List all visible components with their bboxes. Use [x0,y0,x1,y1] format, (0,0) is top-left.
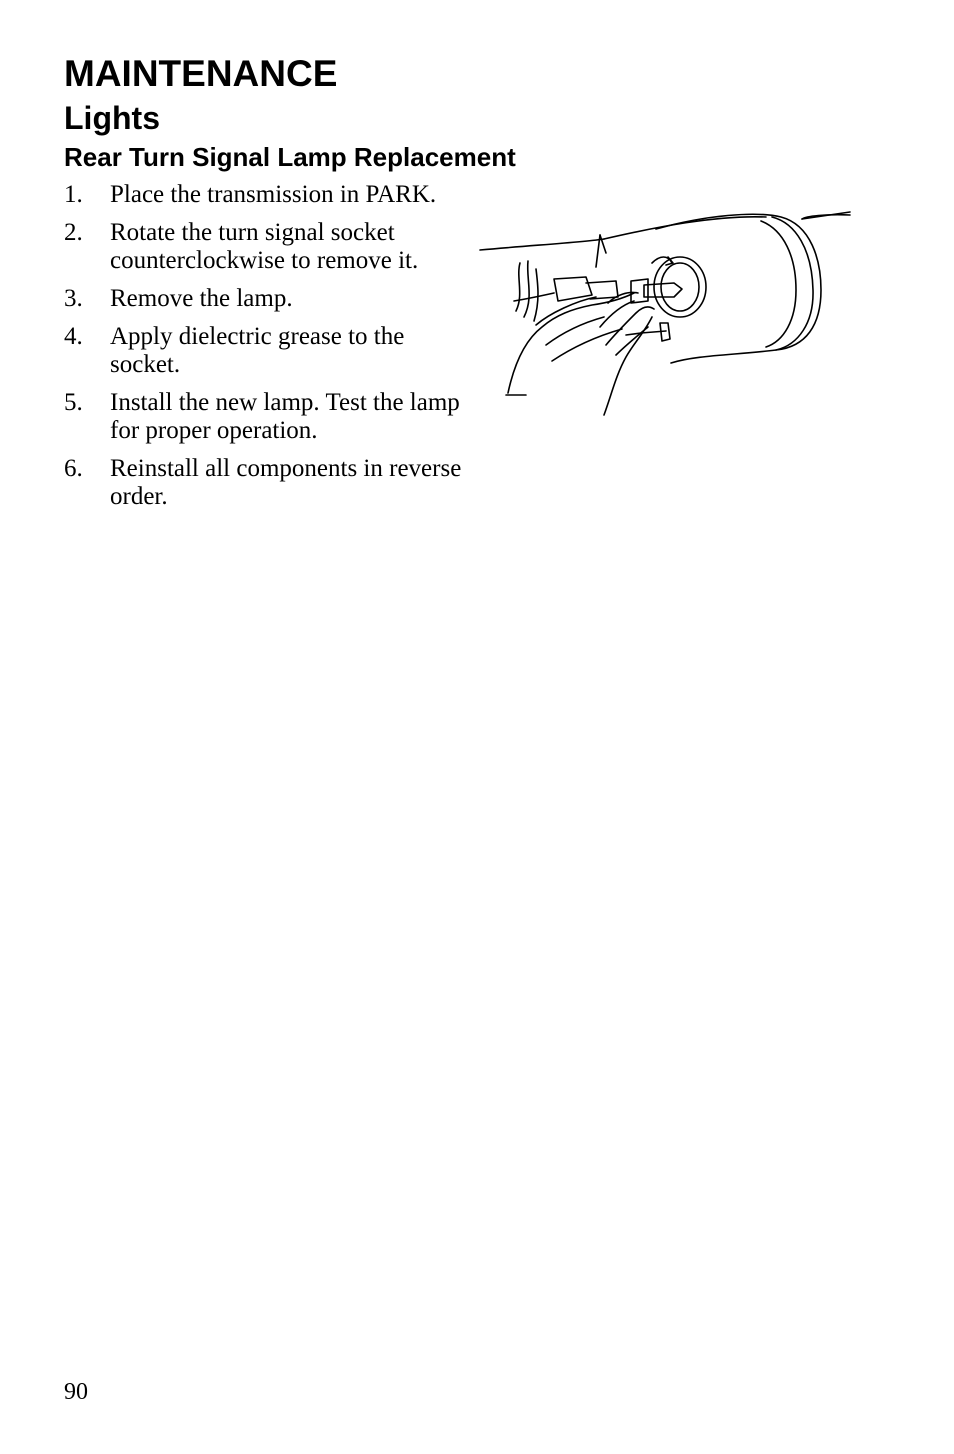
step-item [64,323,464,379]
subsection-heading: Lights [64,100,160,136]
step-number: 4. [64,323,83,350]
step-item [64,455,464,511]
step-item [64,219,464,275]
procedure-steps [64,181,464,521]
procedure-title: Rear Turn Signal Lamp Replacement [64,142,516,172]
turn-signal-socket-illustration [476,205,856,420]
step-number: 3. [64,285,83,312]
step-text: Place the transmission in PARK. [110,181,437,208]
step-text: Remove the lamp. [110,285,293,312]
step-item [64,389,464,445]
step-text: Apply dielectric grease to the socket. [110,323,405,378]
step-number: 5. [64,389,83,416]
step-text: Rotate the turn signal socket counterclockwise to remove it. [110,219,419,274]
step-text: Install the new lamp. Test the lamp for proper operation. [110,389,460,444]
step-number: 6. [64,455,83,482]
section-heading: MAINTENANCE [64,53,338,94]
step-item [64,181,464,209]
step-text: Reinstall all components in reverse order. [110,455,462,510]
step-number: 1. [64,181,83,208]
page-number: 90 [64,1379,88,1405]
step-number: 2. [64,219,83,246]
step-item [64,285,464,313]
